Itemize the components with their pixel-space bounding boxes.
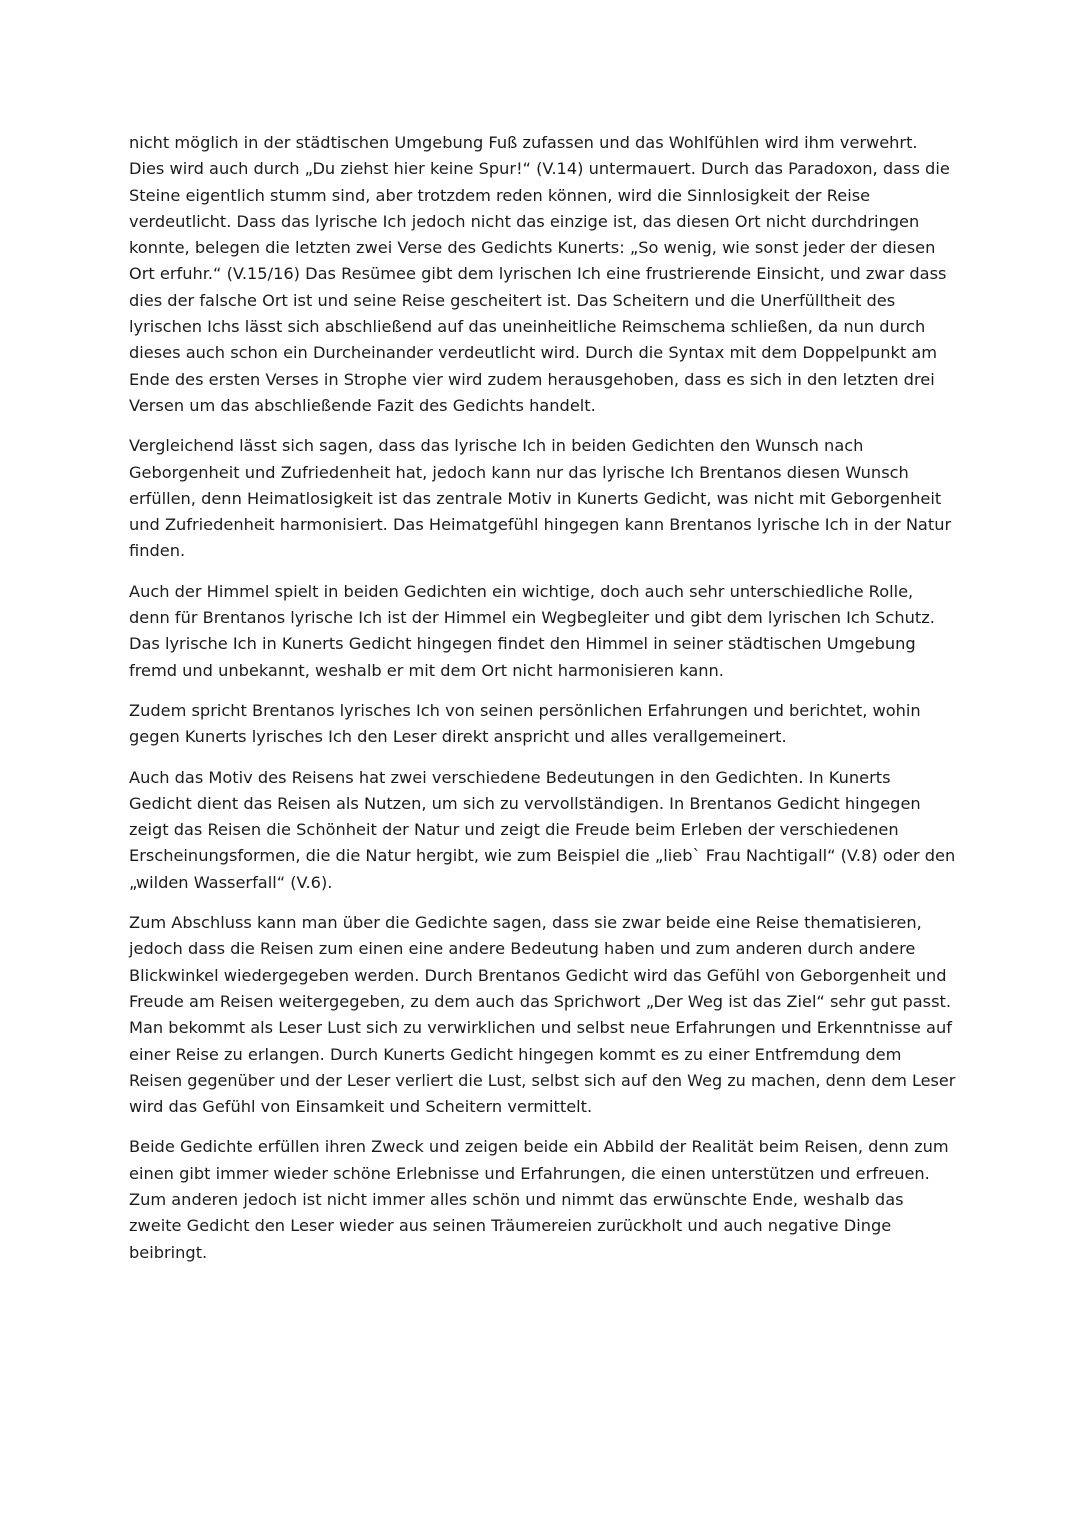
text-line: „wilden Wasserfall“ (V.6). xyxy=(129,872,333,892)
text-line: denn für Brentanos lyrische Ich ist der Himmel ein Wegbegleiter und gibt dem lyrischen Ich Schutz. xyxy=(129,608,935,628)
text-line: Dies wird auch durch „Du ziehst hier keine Spur!“ (V.14) untermauert. Durch das Paradoxon, dass die xyxy=(129,159,950,179)
text-line: zweite Gedicht den Leser wieder aus seinen Träumereien zurückholt und auch negative Dinge xyxy=(129,1216,892,1236)
text-line: konnte, belegen die letzten zwei Verse des Gedichts Kunerts: „So wenig, wie sonst jeder der diesen xyxy=(129,238,936,258)
text-line: jedoch dass die Reisen zum einen eine andere Bedeutung haben und zum anderen durch andere xyxy=(129,939,916,959)
text-line: Gedicht dient das Reisen als Nutzen, um sich zu vervollständigen. In Brentanos Gedicht hingegen xyxy=(129,793,921,813)
paragraph-7 xyxy=(129,1134,955,1265)
paragraph-4 xyxy=(129,698,955,751)
text-line: Auch das Motiv des Reisens hat zwei verschiedene Bedeutungen in den Gedichten. In Kunerts xyxy=(129,767,891,787)
text-line: lyrischen Ichs lässt sich abschließend auf das uneinheitliche Reimschema schließen, da nun durch xyxy=(129,317,926,337)
text-line: Blickwinkel wiedergegeben werden. Durch Brentanos Gedicht wird das Gefühl von Geborgenheit und xyxy=(129,965,947,985)
text-line: fremd und unbekannt, weshalb er mit dem Ort nicht harmonisieren kann. xyxy=(129,660,724,680)
text-line: Das lyrische Ich in Kunerts Gedicht hingegen findet den Himmel in seiner städtischen Umgebung xyxy=(129,634,916,654)
text-line: verdeutlicht. Dass das lyrische Ich jedoch nicht das einzige ist, das diesen Ort nicht durchdringen xyxy=(129,211,920,231)
text-line: Beide Gedichte erfüllen ihren Zweck und zeigen beide ein Abbild der Realität beim Reisen, denn zum xyxy=(129,1137,949,1157)
text-line: Reisen gegenüber und der Leser verliert die Lust, selbst sich auf den Weg zu machen, denn dem Leser xyxy=(129,1070,956,1090)
text-line: Geborgenheit und Zufriedenheit hat, jedoch kann nur das lyrische Ich Brentanos diesen Wunsch xyxy=(129,462,909,482)
paragraph-2 xyxy=(129,433,955,564)
text-line: wird das Gefühl von Einsamkeit und Scheitern vermittelt. xyxy=(129,1097,593,1117)
paragraph-1 xyxy=(129,130,955,419)
text-line: beibringt. xyxy=(129,1242,208,1262)
text-line: nicht möglich in der städtischen Umgebung Fuß zufassen und das Wohlfühlen wird ihm verwehrt. xyxy=(129,133,918,152)
text-line: einen gibt immer wieder schöne Erlebnisse und Erfahrungen, die einen unterstützen und erfreuen. xyxy=(129,1163,930,1183)
text-line: Zudem spricht Brentanos lyrisches Ich von seinen persönlichen Erfahrungen und berichtet, wohin xyxy=(129,700,921,720)
paragraph-6 xyxy=(129,910,955,1120)
text-line: Zum anderen jedoch ist nicht immer alles schön und nimmt das erwünschte Ende, weshalb das xyxy=(129,1189,904,1209)
text-line: finden. xyxy=(129,541,186,561)
text-line: Erscheinungsformen, die die Natur hergibt, wie zum Beispiel die „lieb` Frau Nachtigall“ (V.8) oder den xyxy=(129,846,956,866)
text-line: dieses auch schon ein Durcheinander verdeutlicht wird. Durch die Syntax mit dem Doppelpunkt am xyxy=(129,343,938,363)
text-line: Freude am Reisen weitergegeben, zu dem auch das Sprichwort „Der Weg ist das Ziel“ sehr gut passt. xyxy=(129,991,952,1011)
text-line: Vergleichend lässt sich sagen, dass das lyrische Ich in beiden Gedichten den Wunsch nach xyxy=(129,436,864,456)
text-line: Versen um das abschließende Fazit des Gedichts handelt. xyxy=(129,395,596,415)
text-line: einer Reise zu erlangen. Durch Kunerts Gedicht hingegen kommt es zu einer Entfremdung dem xyxy=(129,1044,902,1064)
text-line: Auch der Himmel spielt in beiden Gedichten ein wichtige, doch auch sehr unterschiedliche Rolle, xyxy=(129,581,914,601)
document-page xyxy=(129,130,955,1280)
text-line: Ort erfuhr.“ (V.15/16) Das Resümee gibt dem lyrischen Ich eine frustrierende Einsicht, und zwar dass xyxy=(129,264,947,284)
paragraph-5 xyxy=(129,765,955,896)
text-line: und Zufriedenheit harmonisiert. Das Heimatgefühl hingegen kann Brentanos lyrische Ich in der Natur xyxy=(129,515,952,535)
text-line: Ende des ersten Verses in Strophe vier wird zudem herausgehoben, dass es sich in den letzten drei xyxy=(129,369,935,389)
text-line: dies der falsche Ort ist und seine Reise gescheitert ist. Das Scheitern und die Unerfülltheit des xyxy=(129,290,896,310)
paragraph-3 xyxy=(129,579,955,684)
text-line: zeigt das Reisen die Schönheit der Natur und zeigt die Freude beim Erleben der verschiedenen xyxy=(129,820,899,840)
text-line: Steine eigentlich stumm sind, aber trotzdem reden können, wird die Sinnlosigkeit der Reise xyxy=(129,185,871,205)
text-line: Man bekommt als Leser Lust sich zu verwirklichen und selbst neue Erfahrungen und Erkenntnisse auf xyxy=(129,1018,952,1038)
text-line: Zum Abschluss kann man über die Gedichte sagen, dass sie zwar beide eine Reise thematisieren, xyxy=(129,913,922,933)
text-line: gegen Kunerts lyrisches Ich den Leser direkt anspricht und alles verallgemeinert. xyxy=(129,727,787,747)
text-line: erfüllen, denn Heimatlosigkeit ist das zentrale Motiv in Kunerts Gedicht, was nicht mit Geborgenheit xyxy=(129,488,942,508)
